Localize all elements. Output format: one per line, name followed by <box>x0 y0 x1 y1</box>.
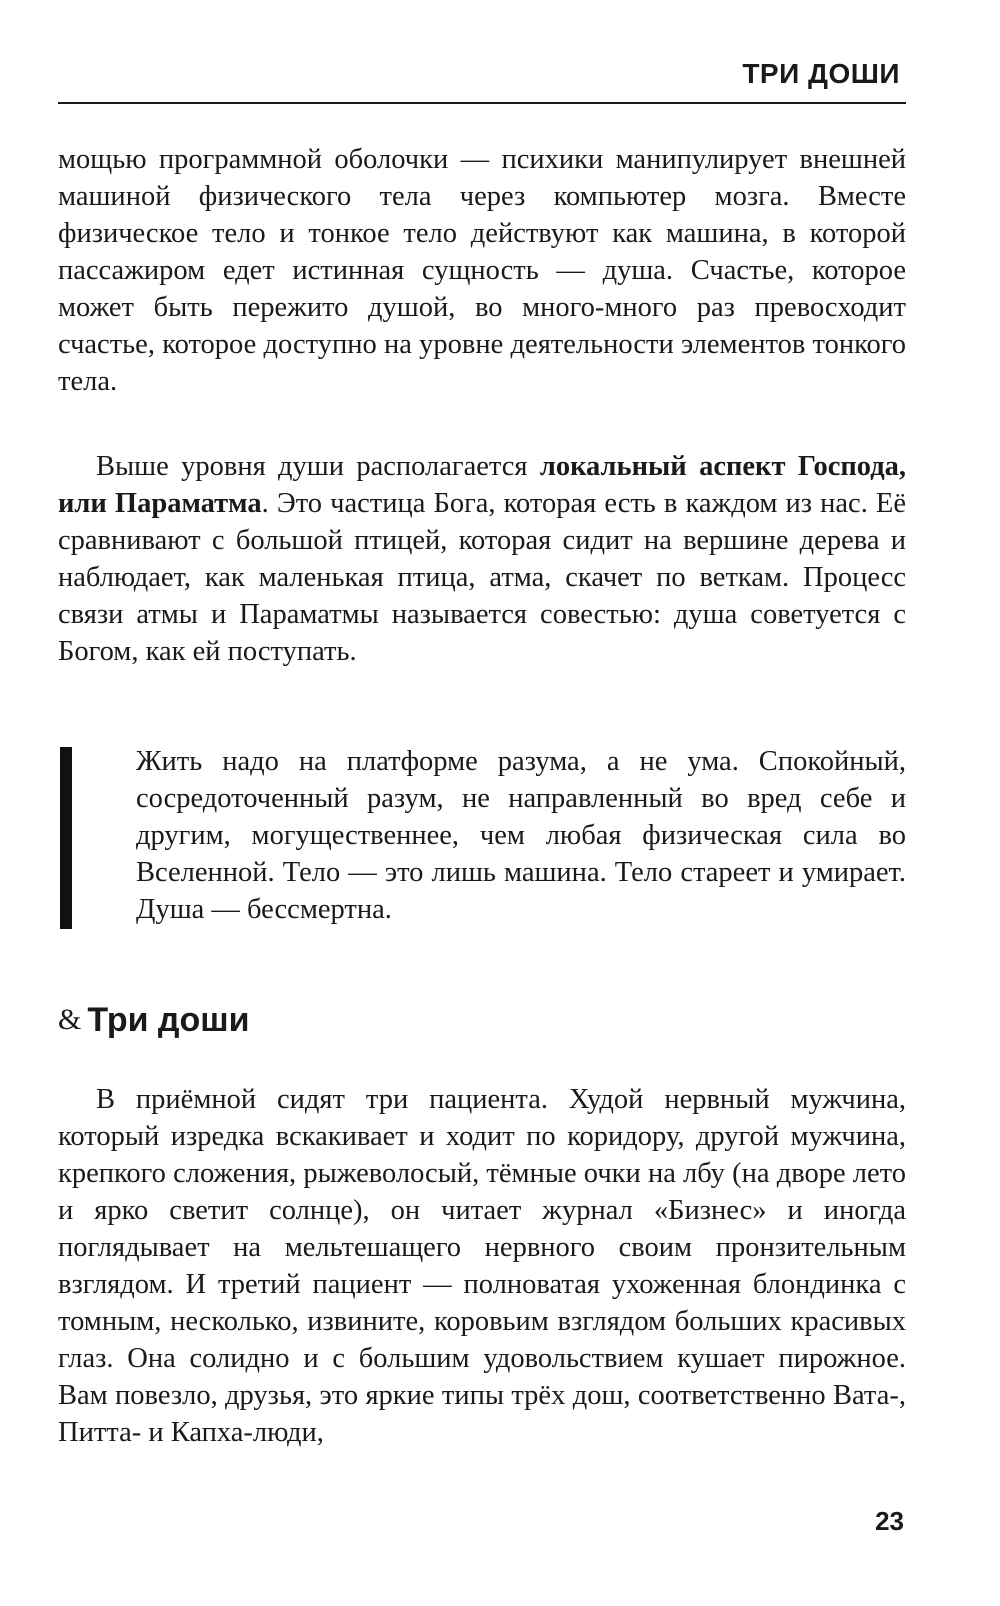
bold-term: локальный аспект Господа, или Параматма <box>58 451 906 519</box>
highlight-quote <box>58 743 906 928</box>
paragraph-patients <box>58 1081 906 1451</box>
paragraph-continuation <box>58 141 906 400</box>
paragraph-text-end: . Это частица Бога, которая есть в каждом из нас. Её сравнивают с большой птицей, которая сидит на вершине дерева и наблюдает, как маленькая птица, атма, скачет по веткам. Процесс связи атмы и Параматмы называется совестью: душа советуется с Богом, как ей поступать. <box>58 488 906 667</box>
paragraph-text <box>58 448 906 670</box>
ornament-icon: & <box>58 1003 82 1036</box>
section-title: Три доши <box>87 1001 250 1039</box>
running-header-title: ТРИ ДОШИ <box>742 58 900 89</box>
paragraph-text: В приёмной сидят три пациента. Худой нервный мужчина, который изредка вскакивает и ходит по коридору, другой мужчина, крепкого сложения, рыжеволосый, тёмные очки на лбу (на дворе лето и ярко светит солнце), он читает журнал «Бизнес» и иногда поглядывает на мельтешащего нервного своим пронзительным взглядом. И третий пациент — полноватая ухоженная блондинка с томным, несколько, извините, коровьим взглядом больших красивых глаз. Она солидно и с большим удовольствием кушает пирожное. Вам повезло, друзья, это яркие типы трёх дош, соответственно Вата-, Питта- и Капха-люди, <box>58 1084 906 1448</box>
quote-text: Жить надо на платформе разума, а не ума. Спокойный, сосредоточенный разум, не направленный во вред себе и другим, могущественнее, чем любая физическая сила во Вселенной. Тело — это лишь машина. Тело стареет и умирает. Душа — бессмертна. <box>136 746 906 925</box>
page-number: 23 <box>875 1506 904 1536</box>
quote-bar <box>60 747 72 929</box>
section-heading <box>58 1000 250 1040</box>
running-header <box>58 52 906 104</box>
paragraph-paramatma <box>58 448 906 670</box>
paragraph-text: мощью программной оболочки — психики манипулирует внешней машиной физического тела через компьютер мозга. Вместе физическое тело и тонкое тело действуют как машина, в которой пассажиром едет истинная сущность — душа. Счастье, которое может быть пережито душой, во много-много раз превосходит счастье, которое доступно на уровне деятельности элементов тонкого тела. <box>58 144 906 397</box>
paragraph-text-start: Выше уровня души располагается <box>96 451 540 482</box>
